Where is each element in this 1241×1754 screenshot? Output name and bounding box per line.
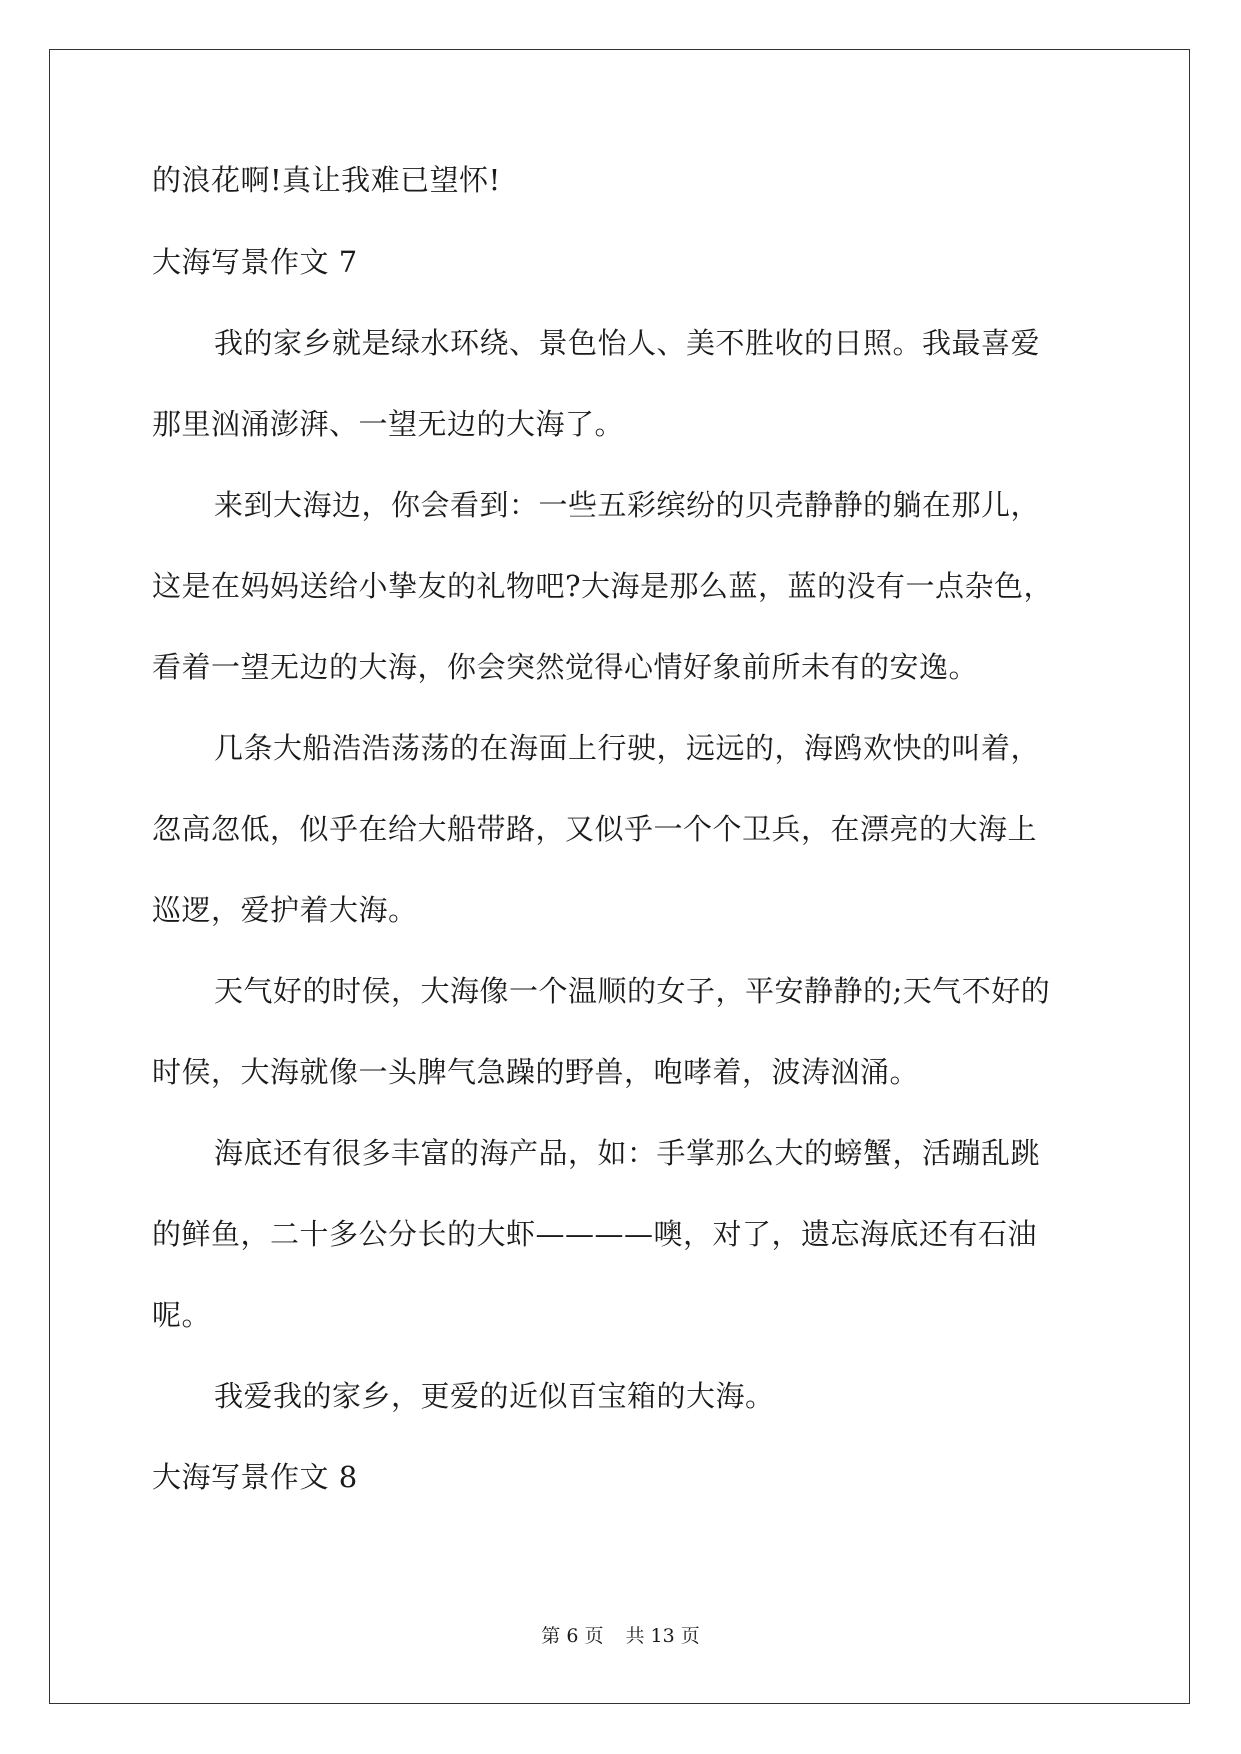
- text-line: 时侯，大海就像一头脾气急躁的野兽，咆哮着，波涛汹涌。: [152, 1055, 920, 1089]
- text-line: 的鲜鱼，二十多公分长的大虾————噢，对了，遗忘海底还有石油: [152, 1217, 1038, 1251]
- text-line: 的浪花啊!真让我难已望怀!: [152, 163, 501, 197]
- page-total: 共 13 页: [625, 1625, 700, 1647]
- paragraph-start: 几条大船浩浩荡荡的在海面上行驶，远远的，海鸥欢快的叫着，: [214, 731, 1041, 765]
- section-heading: 大海写景作文 7: [152, 245, 358, 279]
- page-number: 第 6 页: [541, 1625, 604, 1647]
- paragraph-start: 海底还有很多丰富的海产品，如：手掌那么大的螃蟹，活蹦乱跳: [214, 1136, 1041, 1170]
- paragraph-start: 我爱我的家乡，更爱的近似百宝箱的大海。: [214, 1379, 775, 1413]
- text-line: 看着一望无边的大海，你会突然觉得心情好象前所未有的安逸。: [152, 650, 979, 684]
- text-line: 巡逻，爱护着大海。: [152, 893, 418, 927]
- paragraph-start: 来到大海边，你会看到：一些五彩缤纷的贝壳静静的躺在那儿，: [214, 488, 1041, 522]
- page-footer: [0, 1624, 1241, 1648]
- section-heading: 大海写景作文 8: [152, 1460, 358, 1494]
- page-border: [49, 49, 1190, 1704]
- text-line: 忽高忽低，似乎在给大船带路，又似乎一个个卫兵，在漂亮的大海上: [152, 812, 1038, 846]
- text-line: 呢。: [152, 1298, 212, 1332]
- text-line: 那里汹涌澎湃、一望无边的大海了。: [152, 407, 625, 441]
- text-line: 这是在妈妈送给小挚友的礼物吧?大海是那么蓝，蓝的没有一点杂色，: [152, 569, 1054, 603]
- paragraph-start: 我的家乡就是绿水环绕、景色怡人、美不胜收的日照。我最喜爱: [214, 326, 1041, 360]
- paragraph-start: 天气好的时侯，大海像一个温顺的女子，平安静静的;天气不好的: [214, 974, 1051, 1008]
